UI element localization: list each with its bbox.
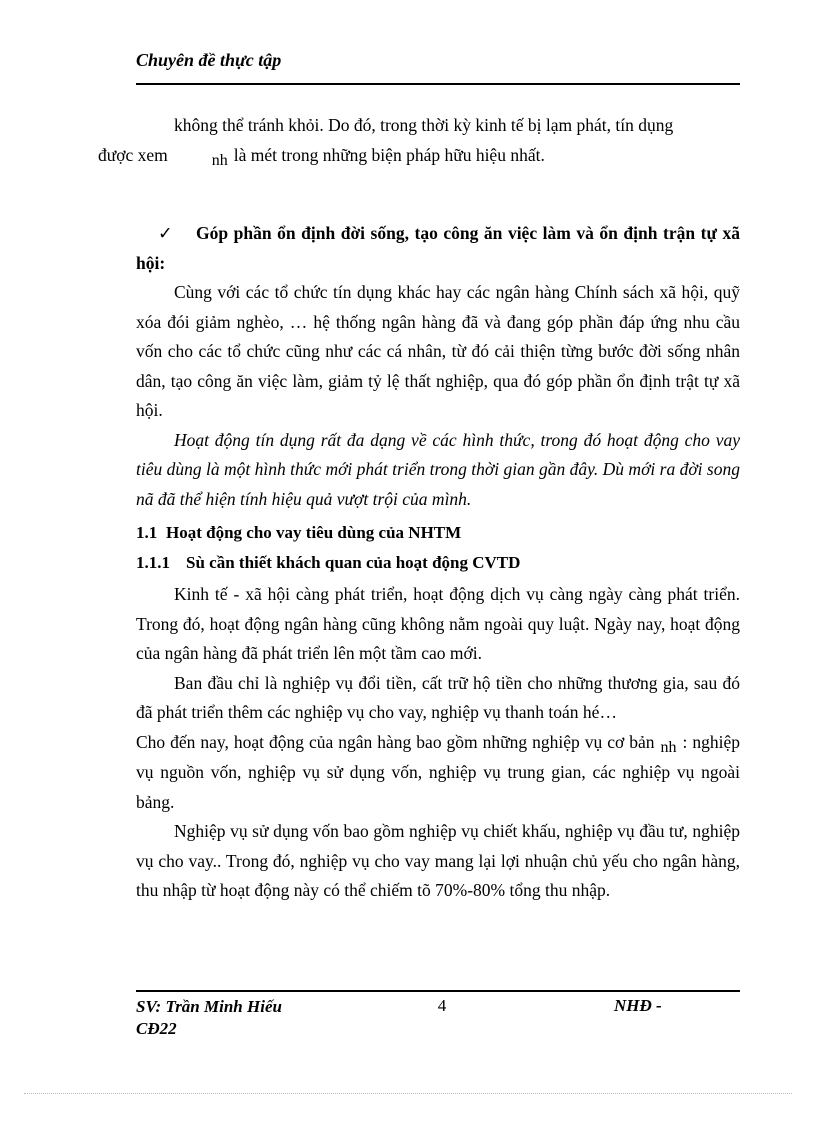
- paragraph-3: Kinh tế - xã hội càng phát triển, hoạt động dịch vụ càng ngày càng phát triển. Trong đó, hoạt động ngân hàng cũng không nằm ngoài quy luật. Ngày nay, hoạt động của ngân hàng đã phát triển lên một tầm cao mới.: [136, 584, 740, 663]
- section-number: 1.1.1: [136, 553, 170, 572]
- intro-line-2a: được xem: [98, 144, 168, 165]
- page-number: 4: [437, 996, 447, 1015]
- intro-line-1: không thể tránh khỏi. Do đó, trong thời kỳ kinh tế bị lạm phát, tín dụng: [174, 115, 674, 135]
- section-title: Hoạt động cho vay tiêu dùng của NHTM: [166, 523, 462, 542]
- footer-author: SV: Trần Minh Hiếu CĐ22: [136, 997, 282, 1038]
- paragraph-5-part-a: Cho đến nay, hoạt động của ngân hàng b: [136, 731, 426, 752]
- page-bottom-dotted-border: [24, 1093, 792, 1094]
- paragraph-5-part-b: ao gồm những nghiệp vụ cơ bản: [425, 731, 655, 752]
- paragraph-5-subscript-nh: nh: [660, 738, 677, 756]
- intro-paragraph: [98, 111, 740, 171]
- section-heading-1-1-1: [136, 553, 520, 573]
- section-heading-1-1: [136, 523, 461, 543]
- paragraph-1: Cùng với các tổ chức tín dụng khác hay các ngân hàng Chính sách xã hội, quỹ xóa đói giảm nghèo, … hệ thống ngân hàng đã và đang góp phần đáp ứng nhu cầu vốn cho các tổ chức cũng như các cá nhân, từ đó cải thiện từng bước đời sống nhân dân, tạo công ăn việc làm, giảm tỷ lệ thất nghiệp, qua đó góp phần ổn định trật tự xã hội.: [136, 282, 740, 420]
- body-block-1: [136, 278, 740, 514]
- footer-class: NHĐ -: [614, 996, 662, 1015]
- paragraph-5-part-c: : nghiệp vụ nguồn vốn, nghiệp vụ sử dụng vốn, nghiệp vụ trung gian, các nghiệp vụ ngoài bảng.: [136, 731, 740, 812]
- section-number: 1.1: [136, 523, 158, 542]
- check-heading-text: Góp phần ổn định đời sống, tạo công ăn việc làm và ổn định trận tự xã hội:: [136, 223, 740, 273]
- intro-block: [98, 111, 740, 171]
- paragraph-4: Ban đầu chỉ là nghiệp vụ đổi tiền, cất trữ hộ tiền cho những thương gia, sau đó đã phát triển thêm các nghiệp vụ cho vay, nghiệp vụ thanh toán hé…: [136, 672, 740, 722]
- header-rule: [136, 83, 740, 85]
- footer-rule: [136, 990, 740, 992]
- check-heading: [136, 219, 740, 278]
- intro-subscript-nh: nh: [211, 151, 228, 169]
- header-title: Chuyên đề thực tập: [136, 50, 282, 70]
- paragraph-6: Nghiệp vụ sử dụng vốn bao gồm nghiệp vụ chiết khấu, nghiệp vụ đầu tư, nghiệp vụ cho vay.. Trong đó, nghiệp vụ cho vay mang lại lợi nhuận chủ yếu cho ngân hàng, thu nhập từ hoạt động này có thể chiếm tõ 70%-80% tổng thu nhập.: [136, 821, 740, 900]
- section-title: Sù cần thiết khách quan của hoạt động CVTD: [186, 553, 521, 572]
- checkmark-icon: ✓: [158, 223, 173, 243]
- intro-line-2b: là mét trong những biện pháp hữu hiệu nhất.: [233, 144, 545, 165]
- paragraph-5: [136, 728, 740, 818]
- paragraph-2: Hoạt động tín dụng rất đa dạng về các hình thức, trong đó hoạt động cho vay tiêu dùng là một hình thức mới phát triển trong thời gian gần đây. Dù mới ra đời song nã đã thể hiện tính hiệu quả vượt trội của mình.: [136, 429, 740, 509]
- body-block-2: [136, 580, 740, 906]
